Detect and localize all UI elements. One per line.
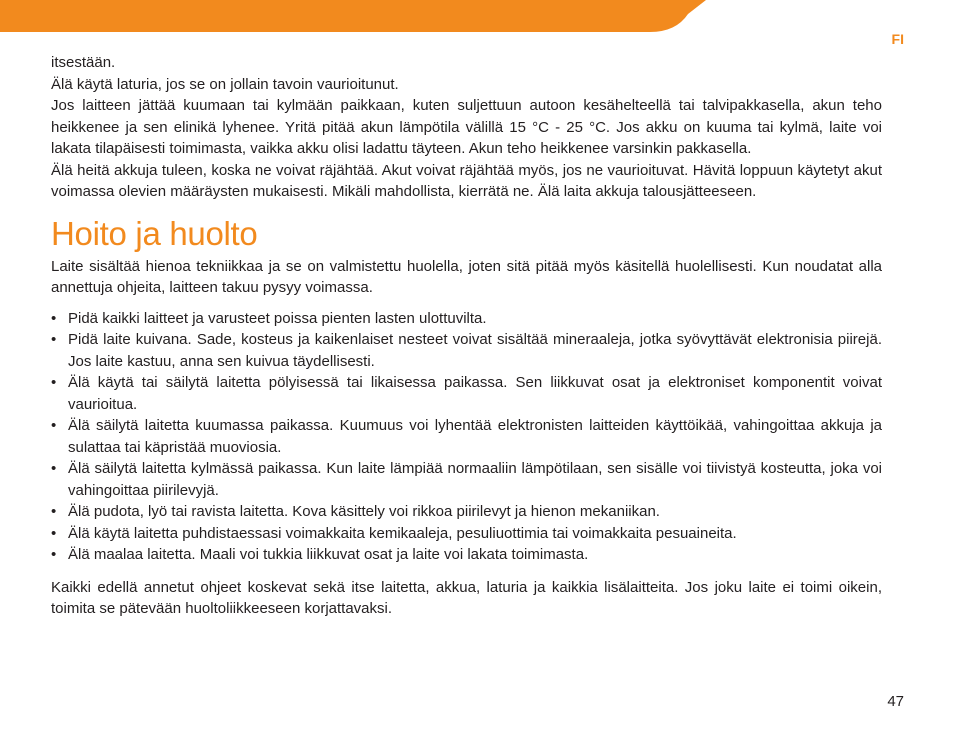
bullet-icon: •: [51, 417, 57, 434]
list-item: [51, 523, 882, 545]
closing-paragraph: Kaikki edellä annetut ohjeet koskevat sekä itse laitetta, akkua, laturia ja kaikkia lisälaitteita. Jos joku laite ei toimi oikein, toimita se pätevään huoltoliikkeeseen korjattavaksi.: [51, 578, 882, 617]
list-item-text: Älä käytä tai säilytä laitetta pölyisessä tai likaisessa paikassa. Sen liikkuvat osat ja elektroniset komponentit voivat vaurioitua.: [68, 374, 882, 413]
bullet-icon: •: [51, 309, 57, 327]
page-content: [51, 52, 882, 620]
list-item: [51, 329, 882, 372]
header-banner-shape: [0, 0, 706, 32]
list-item: [51, 501, 882, 523]
intro-block: [51, 52, 882, 203]
intro-paragraph: Jos laitteen jättää kuumaan tai kylmään paikkaan, kuten suljettuun autoon kesähelteellä tai talvipakkasella, akun teho heikkenee ja sen elinikä lyhenee. Yritä pitää akun lämpötila välillä 15 °C - 25 °C. Jos akku on kuuma tai kylmä, laite voi lakata tilapäisesti toimimasta, vaikka akku olisi ladattu täyteen. Akun teho heikkenee varsinkin pakkasella.: [51, 97, 882, 157]
intro-paragraph: itsestään.: [51, 54, 116, 71]
language-code: FI: [891, 31, 904, 47]
bullet-icon: •: [51, 546, 57, 563]
list-item-text: Pidä laite kuivana. Sade, kosteus ja kaikenlaiset nesteet voivat sisältää mineraaleja, jotka syövyttävät elektronisia piirejä. Jos laite kastuu, anna sen kuivua täydellisesti.: [68, 331, 882, 370]
intro-paragraph: Älä käytä laturia, jos se on jollain tavoin vaurioitunut.: [51, 75, 399, 93]
orange-header-banner: [0, 0, 706, 32]
list-item-text: Älä säilytä laitetta kuumassa paikassa. Kuumuus voi lyhentää elektronisten laitteiden käyttöikää, vahingoittaa akkuja ja sulattaa tai käpristää muoviosia.: [68, 417, 882, 456]
bullet-icon: •: [51, 524, 57, 542]
list-item: [51, 544, 882, 566]
section-title: Hoito ja huolto: [51, 214, 258, 252]
care-instructions-list: [51, 308, 882, 566]
list-item: [51, 308, 882, 330]
bullet-icon: •: [51, 374, 57, 391]
list-item-text: Älä pudota, lyö tai ravista laitetta. Kova käsittely voi rikkoa piirilevyt ja hienon mekaniikan.: [68, 503, 660, 520]
list-item-text: Älä säilytä laitetta kylmässä paikassa. Kun laite lämpiää normaaliin lämpötilaan, sen sisälle voi tiivistyä kosteutta, joka voi vahingoittaa piirilevyjä.: [68, 460, 882, 499]
bullet-icon: •: [51, 331, 57, 348]
bullet-icon: •: [51, 460, 57, 477]
list-item: [51, 415, 882, 458]
intro-paragraph: Älä heitä akkuja tuleen, koska ne voivat räjähtää. Akut voivat räjähtää myös, jos ne vaurioituvat. Hävitä loppuun käytetyt akut voimassa olevien määräysten mukaisesti. Mikäli mahdollista, kierrätä ne. Älä laita akkuja talousjätteeseen.: [51, 161, 882, 200]
list-item: [51, 372, 882, 415]
list-item-text: Älä maalaa laitetta. Maali voi tukkia liikkuvat osat ja laite voi lakata toimimasta.: [68, 546, 589, 563]
list-item: [51, 458, 882, 501]
list-item-text: Älä käytä laitetta puhdistaessasi voimakkaita kemikaaleja, pesuliuottimia tai voimakkaita pesuaineita.: [68, 524, 737, 542]
section-intro: Laite sisältää hienoa tekniikkaa ja se on valmistettu huolella, joten sitä pitää myös käsitellä huolellisesti. Kun noudatat alla annettuja ohjeita, laitteen takuu pysyy voimassa.: [51, 257, 882, 296]
page-number: 47: [887, 693, 904, 710]
bullet-icon: •: [51, 503, 57, 520]
list-item-text: Pidä kaikki laitteet ja varusteet poissa pienten lasten ulottuvilta.: [68, 309, 487, 327]
